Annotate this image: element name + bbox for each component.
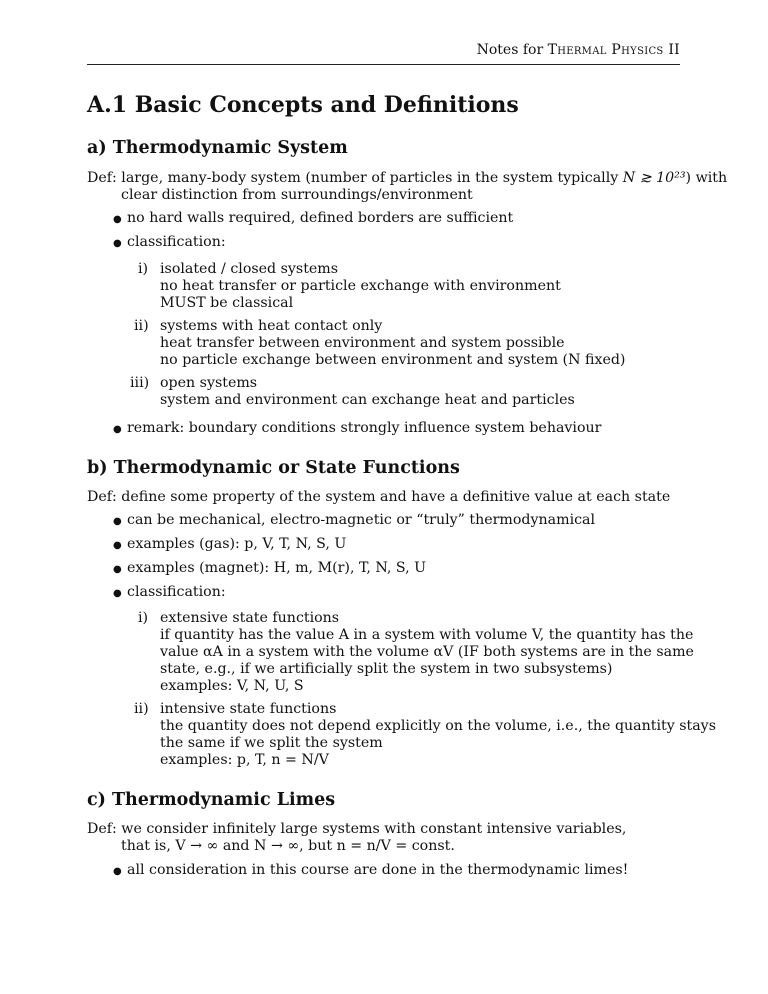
b-ii-line1: intensive state functions bbox=[160, 701, 337, 717]
subsection-b-title: b) Thermodynamic or State Functions bbox=[87, 458, 460, 478]
header-course: Thermal Physics II bbox=[547, 42, 680, 58]
c-def-line2: that is, V → ∞ and N → ∞, but n = n/V = const. bbox=[121, 838, 455, 854]
a-bullet1: no hard walls required, defined borders are sufficient bbox=[127, 210, 514, 226]
a-iii-line2: system and environment can exchange heat and particles bbox=[160, 392, 575, 408]
a-iii-line1: open systems bbox=[160, 375, 258, 391]
a-def-math: N ≳ 10²³ bbox=[622, 170, 686, 186]
bullet-icon: ● bbox=[113, 564, 122, 575]
header-prefix: Notes for bbox=[476, 42, 548, 58]
bullet-icon: ● bbox=[113, 588, 122, 599]
a-ii-label: ii) bbox=[134, 318, 149, 334]
bullet-icon: ● bbox=[113, 866, 122, 877]
a-ii-line1: systems with heat contact only bbox=[160, 318, 383, 334]
a-i-label: i) bbox=[138, 261, 149, 277]
a-i-line3: MUST be classical bbox=[160, 295, 294, 311]
b-def: Def: define some property of the system and have a definitive value at each state bbox=[87, 489, 671, 505]
a-def-text: Def: large, many-body system (number of particles in the system typically bbox=[87, 170, 623, 186]
b-bullet4: classification: bbox=[127, 584, 226, 600]
b-i-line1: extensive state functions bbox=[160, 610, 340, 626]
c-def-line1: Def: we consider infinitely large systems with constant intensive variables, bbox=[87, 821, 627, 837]
c-bullet1: all consideration in this course are done in the thermodynamic limes! bbox=[127, 862, 629, 878]
a-iii-label: iii) bbox=[130, 375, 150, 391]
bullet-icon: ● bbox=[113, 516, 122, 527]
a-def-line1 bbox=[87, 170, 727, 187]
a-def-end: ) with bbox=[685, 170, 728, 186]
bullet-icon: ● bbox=[113, 214, 122, 225]
subsection-c-title: c) Thermodynamic Limes bbox=[87, 790, 336, 810]
b-i-line3: value αA in a system with the volume αV (IF both systems are in the same bbox=[160, 644, 694, 660]
b-i-line2: if quantity has the value A in a system with volume V, the quantity has the bbox=[160, 627, 694, 643]
a-ii-line3: no particle exchange between environment and system (N fixed) bbox=[160, 352, 626, 368]
b-bullet1: can be mechanical, electro-magnetic or “truly” thermodynamical bbox=[127, 512, 596, 528]
b-bullet2: examples (gas): p, V, T, N, S, U bbox=[127, 536, 347, 552]
bullet-icon: ● bbox=[113, 540, 122, 551]
section-title: A.1 Basic Concepts and Definitions bbox=[87, 92, 519, 118]
b-ii-label: ii) bbox=[134, 701, 149, 717]
subsection-a-title: a) Thermodynamic System bbox=[87, 138, 348, 158]
a-bullet3: remark: boundary conditions strongly influence system behaviour bbox=[127, 420, 602, 436]
running-header bbox=[87, 42, 680, 58]
b-i-label: i) bbox=[138, 610, 149, 626]
b-i-line4: state, e.g., if we artificially split the system in two subsystems) bbox=[160, 661, 613, 677]
a-def-line2: clear distinction from surroundings/environment bbox=[121, 187, 473, 203]
b-bullet3: examples (magnet): H, m, M(r), T, N, S, U bbox=[127, 560, 427, 576]
a-ii-line2: heat transfer between environment and system possible bbox=[160, 335, 565, 351]
b-ii-line2: the quantity does not depend explicitly on the volume, i.e., the quantity stays bbox=[160, 718, 716, 734]
a-bullet2: classification: bbox=[127, 234, 226, 250]
b-ii-line4: examples: p, T, n = N/V bbox=[160, 752, 329, 768]
a-i-line1: isolated / closed systems bbox=[160, 261, 339, 277]
bullet-icon: ● bbox=[113, 424, 122, 435]
b-ii-line3: the same if we split the system bbox=[160, 735, 383, 751]
header-rule bbox=[87, 64, 680, 65]
a-i-line2: no heat transfer or particle exchange with environment bbox=[160, 278, 561, 294]
b-i-line5: examples: V, N, U, S bbox=[160, 678, 304, 694]
bullet-icon: ● bbox=[113, 238, 122, 249]
